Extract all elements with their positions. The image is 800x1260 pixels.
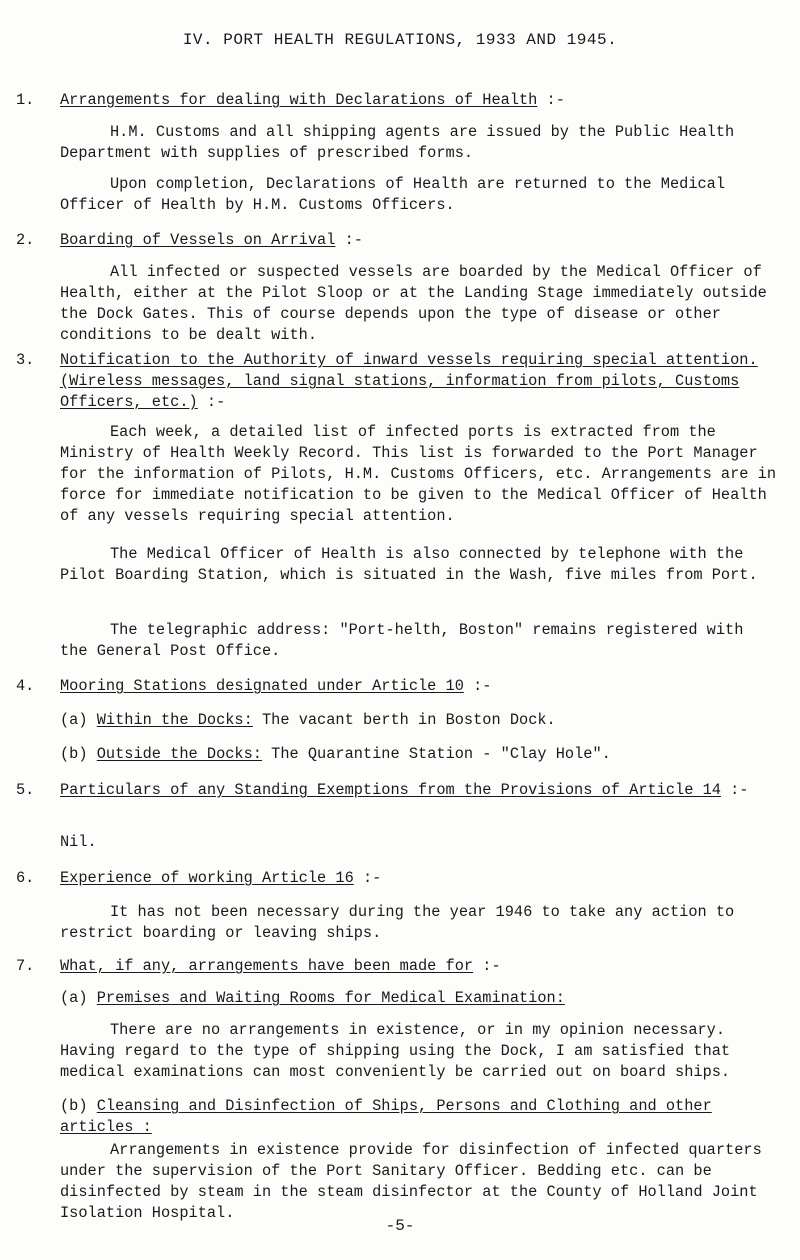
section-4-heading-text: Mooring Stations designated under Article 10: [60, 677, 464, 695]
section-6-suffix: :-: [362, 869, 382, 887]
page-number: -5-: [385, 1217, 415, 1235]
section-6-heading: [60, 868, 780, 889]
section-1-paragraph-1: H.M. Customs and all shipping agents are issued by the Public Health Department with supplies of prescribed forms.: [60, 123, 735, 162]
section-6-paragraph-1: It has not been necessary during the year 1946 to take any action to restrict boarding or leaving ships.: [60, 903, 735, 942]
section-1-heading: [60, 90, 780, 111]
section-4-item-b: [60, 744, 780, 765]
section-5-paragraph-1: Nil.: [60, 833, 97, 851]
section-7-item-a: [60, 988, 780, 1009]
section-4-number: 4.: [16, 677, 35, 695]
section-3-paragraph-2: The Medical Officer of Health is also connected by telephone with the Pilot Boarding Station, which is situated in the Wash, five miles from Port.: [60, 545, 758, 584]
section-7-item-b-label: (b): [60, 1097, 88, 1115]
section-5-heading: [60, 780, 780, 801]
section-7-suffix: :-: [482, 957, 501, 975]
section-7-heading-text: What, if any, arrangements have been made for: [60, 957, 474, 975]
section-3-suffix: :-: [206, 393, 226, 411]
section-7-number: 7.: [16, 957, 35, 975]
section-5-suffix: :-: [730, 781, 749, 799]
section-6-heading-text: Experience of working Article 16: [60, 869, 354, 887]
section-4-heading: [60, 676, 780, 697]
section-3-paragraph-3: The telegraphic address: "Port-helth, Boston" remains registered with the General Post Office.: [60, 621, 744, 660]
section-3-heading-text: Notification to the Authority of inward vessels requiring special attention. (Wireless messages, land signal stations, information from pilots, Customs Officers, etc.): [60, 351, 758, 411]
section-2-heading-text: Boarding of Vessels on Arrival: [60, 231, 336, 249]
section-4-item-a: [60, 710, 780, 731]
section-3-heading: [60, 350, 780, 413]
section-4-suffix: :-: [473, 677, 492, 695]
section-4-item-a-label: (a): [60, 711, 88, 729]
section-5-number: 5.: [16, 781, 35, 799]
section-4-item-b-label: (b): [60, 745, 88, 763]
section-3-number: 3.: [16, 351, 35, 369]
section-4-item-a-heading: Within the Docks:: [96, 711, 253, 729]
section-3-paragraph-1: Each week, a detailed list of infected ports is extracted from the Ministry of Health Weekly Record. This list is forwarded to the Port Manager for the information of Pilots, H.M. Customs Officers, etc. Arrangements are in force for immediate notification to be given to the Medical Officer of Health of any vessels requiring special attention.: [60, 423, 777, 525]
section-2-heading: [60, 230, 780, 251]
section-4-item-a-text: The vacant berth in Boston Dock.: [261, 711, 556, 729]
section-7-heading: [60, 956, 780, 977]
section-2-number: 2.: [16, 231, 35, 249]
section-7-item-a-label: (a): [60, 989, 88, 1007]
section-4-item-b-text: The Quarantine Station - "Clay Hole".: [271, 745, 611, 763]
page-title: IV. PORT HEALTH REGULATIONS, 1933 AND 1945.: [182, 31, 618, 49]
section-7-item-b-text: Arrangements in existence provide for disinfection of infected quarters under the supervision of the Port Sanitary Officer. Bedding etc. can be disinfected by steam in the steam disinfector at the County of Holland Joint Isolation Hospital.: [60, 1141, 762, 1222]
section-4-item-b-heading: Outside the Docks:: [96, 745, 262, 763]
section-7-item-b-heading: Cleansing and Disinfection of Ships, Persons and Clothing and other articles :: [60, 1097, 712, 1136]
section-1-heading-text: Arrangements for dealing with Declarations of Health: [60, 91, 538, 109]
section-6-number: 6.: [16, 869, 35, 887]
section-5-heading-text: Particulars of any Standing Exemptions from the Provisions of Article 14: [60, 781, 721, 799]
section-7-item-a-text: There are no arrangements in existence, or in my opinion necessary. Having regard to the type of shipping using the Dock, I am satisfied that medical examinations can most conveniently be carried out on board ships.: [60, 1021, 731, 1081]
section-1-paragraph-2: Upon completion, Declarations of Health are returned to the Medical Officer of Health by H.M. Customs Officers.: [60, 175, 726, 214]
section-7-item-b: [60, 1096, 780, 1138]
section-7-item-a-heading: Premises and Waiting Rooms for Medical Examination:: [96, 989, 565, 1007]
section-2-suffix: :-: [344, 231, 363, 249]
section-1-suffix: :-: [546, 91, 565, 109]
section-1-number: 1.: [16, 91, 35, 109]
section-2-paragraph-1: All infected or suspected vessels are boarded by the Medical Officer of Health, either at the Pilot Sloop or at the Landing Stage immediately outside the Dock Gates. This of course depends upon the type of disease or other conditions to be dealt with.: [60, 263, 767, 344]
